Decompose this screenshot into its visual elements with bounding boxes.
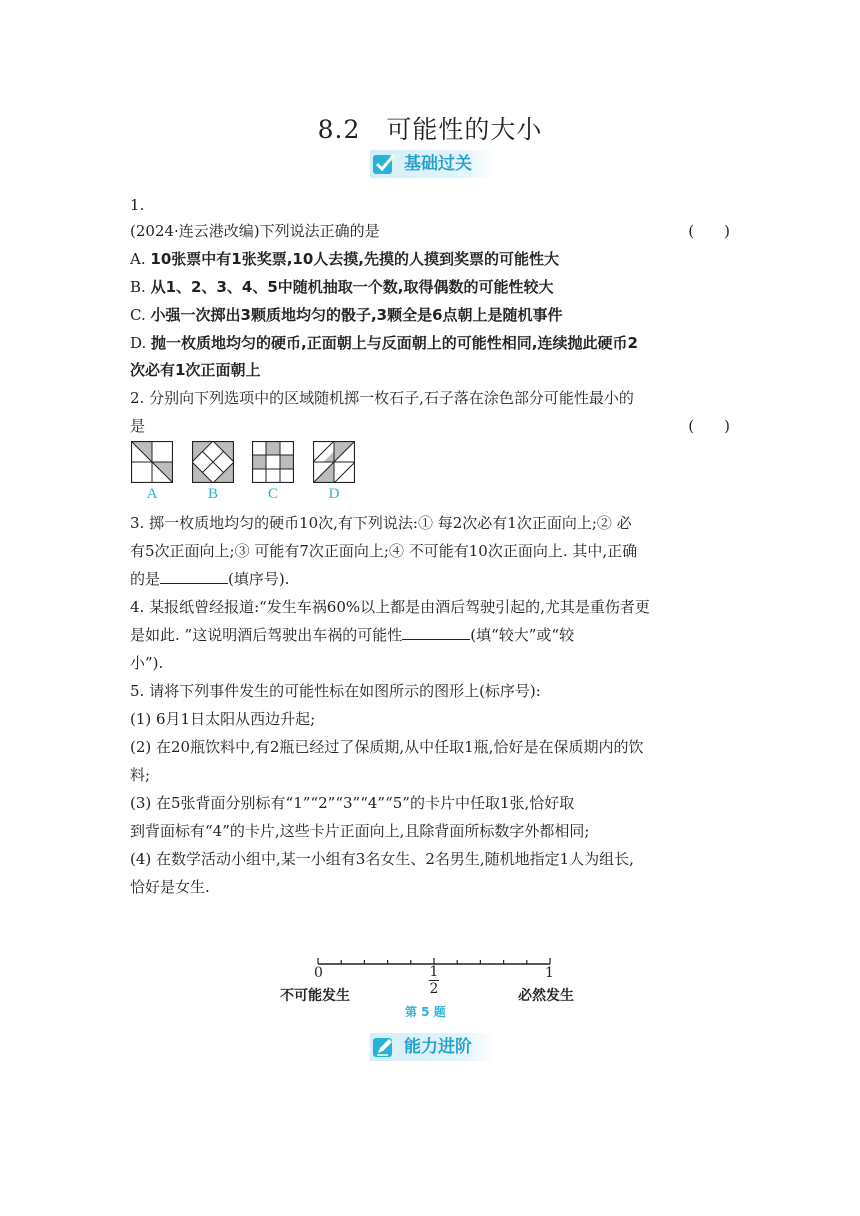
q1-option-d [130, 330, 730, 357]
section-banner-advanced [370, 1033, 500, 1061]
q3-line3-b: (填序号). [228, 570, 290, 588]
q5-item: 料; [130, 766, 151, 784]
q4-line3: 小”). [130, 654, 164, 672]
fraction-numerator: 1 [429, 964, 439, 980]
option-label: D. [130, 334, 147, 352]
pencil-icon [372, 1035, 396, 1059]
number-line-half [429, 965, 439, 996]
q5-item: (4) 在数学活动小组中,某一小组有3名女生、2名男生,随机地指定1人为组长, [130, 850, 634, 868]
figure-c [252, 441, 294, 483]
q5-item: (1) 6月1日太阳从西边升起; [130, 710, 316, 728]
q1-option-a [130, 246, 730, 273]
number-line-right-text: 必然发生 [518, 988, 574, 1004]
figure-b [192, 441, 234, 483]
q1-answer-paren: ( ) [688, 222, 730, 240]
fraction-denominator: 2 [429, 981, 439, 997]
option-text: 10张票中有1张奖票,10人去摸,先摸的人摸到奖票的可能性大 [150, 250, 559, 268]
q1-stem [130, 218, 730, 245]
section-banner-label: 基础过关 [370, 150, 494, 178]
figure-d [313, 441, 355, 483]
q1-stem-text: (2024·连云港改编)下列说法正确的是 [130, 222, 380, 240]
q3-line1: 3. 掷一枚质地均匀的硬币10次,有下列说法:① 每2次必有1次正面向上;② 必 [130, 514, 632, 532]
option-text: 小强一次掷出3颗质地均匀的骰子,3颗全是6点朝上是随机事件 [150, 306, 563, 324]
option-label: A. [130, 250, 146, 268]
option-text: 抛一枚质地均匀的硬币,正面朝上与反面朝上的可能性相同,连续抛此硬币2 [151, 334, 638, 352]
q5-item: 恰好是女生. [130, 878, 210, 896]
option-label: C. [130, 306, 146, 324]
figure-label-c: C [267, 486, 278, 502]
figure-label-b: B [207, 486, 218, 502]
q4-line2-a: 是如此. ”这说明酒后驾驶出车祸的可能性 [130, 626, 403, 644]
q2-line2 [130, 413, 730, 440]
q5-item: (2) 在20瓶饮料中,有2瓶已经过了保质期,从中任取1瓶,恰好是在保质期内的饮 [130, 738, 644, 756]
q4-line2-b: (填“较大”或“较 [470, 626, 575, 644]
figure-label-d: D [328, 486, 340, 502]
checkbox-icon [372, 152, 396, 176]
q1-option-c [130, 302, 730, 329]
figure-label-a: A [146, 486, 158, 502]
q5-item: (3) 在5张背面分别标有“1”“2”“3”“4”“5”的卡片中任取1张,恰好取 [130, 794, 575, 812]
number-line-left-text: 不可能发生 [280, 988, 350, 1004]
figure-caption: 第 5 题 [405, 1005, 446, 1019]
q5-item: 到背面标有“4”的卡片,这些卡片正面向上,且除背面所标数字外都相同; [130, 822, 590, 840]
q1-number: 1. [130, 196, 145, 214]
q4-line1: 4. 某报纸曾经报道:“发生车祸60%以上都是由酒后驾驶引起的,尤其是重伤者更 [130, 598, 650, 616]
q3-line3-a: 的是 [130, 570, 161, 588]
number-line-one: 1 [545, 965, 554, 981]
q3-line3 [130, 566, 730, 593]
q2-answer-paren: ( ) [688, 417, 730, 435]
figure-a [131, 441, 173, 483]
q3-answer-blank[interactable] [160, 566, 228, 584]
q1-option-b [130, 274, 730, 301]
section-banner-label: 能力进阶 [370, 1033, 494, 1061]
q2-line1: 2. 分别向下列选项中的区域随机掷一枚石子,石子落在涂色部分可能性最小的 [130, 389, 634, 407]
q5-line1: 5. 请将下列事件发生的可能性标在如图所示的图形上(标序号): [130, 682, 541, 700]
q3-line2: 有5次正面向上;③ 可能有7次正面向上;④ 不可能有10次正面向上. 其中,正确 [130, 542, 638, 560]
option-text: 从1、2、3、4、5中随机抽取一个数,取得偶数的可能性较大 [150, 278, 554, 296]
option-label: B. [130, 278, 146, 296]
q4-answer-blank[interactable] [402, 622, 470, 640]
q4-line2 [130, 622, 730, 649]
page-title: 8.2 可能性的大小 [317, 115, 543, 144]
number-line-zero: 0 [314, 965, 323, 981]
q1-option-d-continued: 次必有1次正面朝上 [130, 361, 261, 379]
section-banner-basic [370, 150, 500, 178]
q2-line2-text: 是 [130, 417, 146, 435]
